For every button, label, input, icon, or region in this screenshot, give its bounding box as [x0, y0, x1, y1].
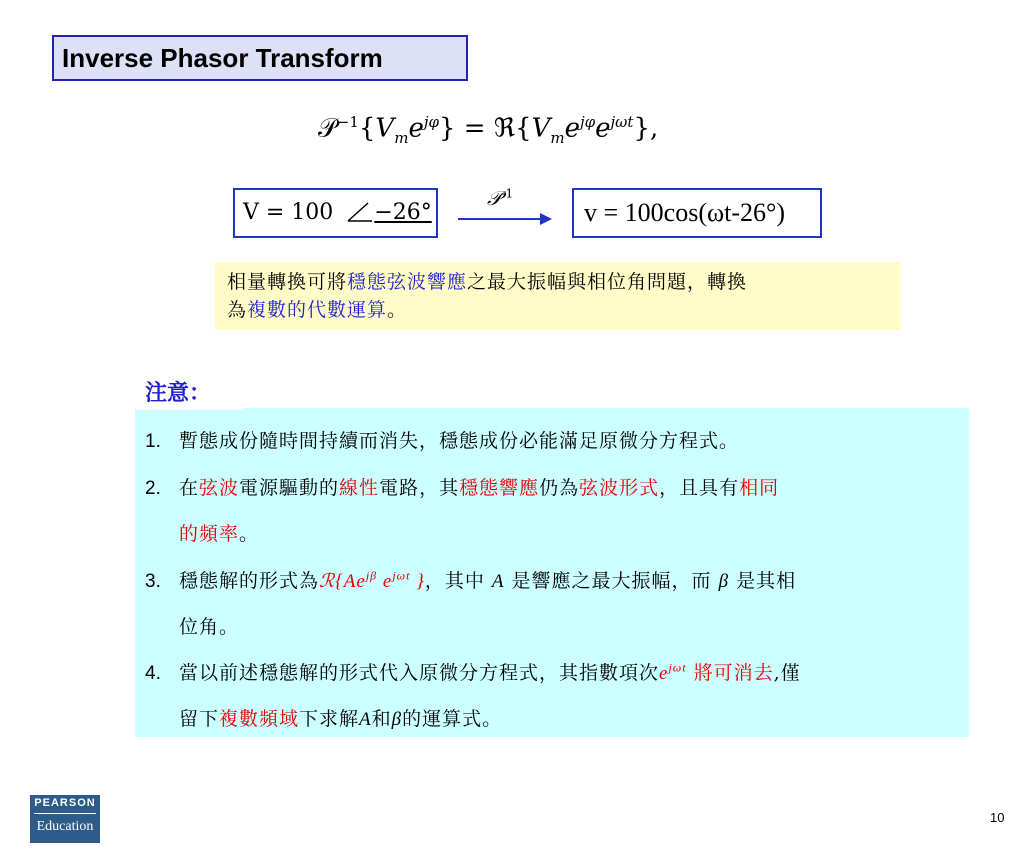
note-box: 相量轉換可將穩態弦波響應之最大振幅與相位角問題，轉換 為複數的代數運算。 [215, 262, 901, 330]
slide-title: Inverse Phasor Transform [62, 43, 383, 73]
slide-title-box [52, 35, 468, 81]
list-item-cont: 位角。 [179, 616, 240, 638]
transform-arrow [458, 218, 548, 220]
list-item: 4. 當以前述穩態解的形式代入原微分方程式，其指數項次$e^{j\omega t}$ 將可消去,僅 [145, 660, 801, 684]
time-domain-expression: v = 100cos(ωt-26°) [584, 198, 786, 227]
inverse-phasor-formula: $𝒫^{-1}\{V_me^{j\varphi}\}$ = $ℜ\{V_me^{j\varphi}e^{j\omega t}\}$, [318, 113, 659, 147]
list-item: 2. 在弦波電源驅動的線性電路，其穩態響應仍為弦波形式，且具有相同 [145, 477, 780, 499]
attention-heading: 注意： [145, 380, 212, 406]
time-domain-box [572, 188, 822, 238]
page-number: 10 [990, 810, 1005, 825]
attention-panel [135, 408, 969, 737]
angle-icon [346, 201, 374, 223]
arrow-label: 𝒫$^{-1}$ [487, 186, 514, 210]
list-item-cont: 留下複數頻域下求解A和β的運算式。 [179, 708, 503, 730]
list-item: 1. 暫態成份隨時間持續而消失，穩態成份必能滿足原微分方程式。 [145, 430, 740, 452]
pearson-logo: PEARSON Education [30, 795, 100, 843]
arrow-head-icon [540, 213, 552, 225]
phasor-box [233, 188, 438, 238]
phasor-expression: V = 100 −26° [243, 200, 432, 225]
list-item: 3. 穩態解的形式為$ℛ\{Ae^{j\beta}$ $e^{j\omega t}$ }，其中 A 是響應之最大振幅，而 β 是其相 [145, 568, 797, 592]
attention-tab [135, 370, 243, 410]
list-item-cont: 的頻率。 [179, 523, 260, 545]
